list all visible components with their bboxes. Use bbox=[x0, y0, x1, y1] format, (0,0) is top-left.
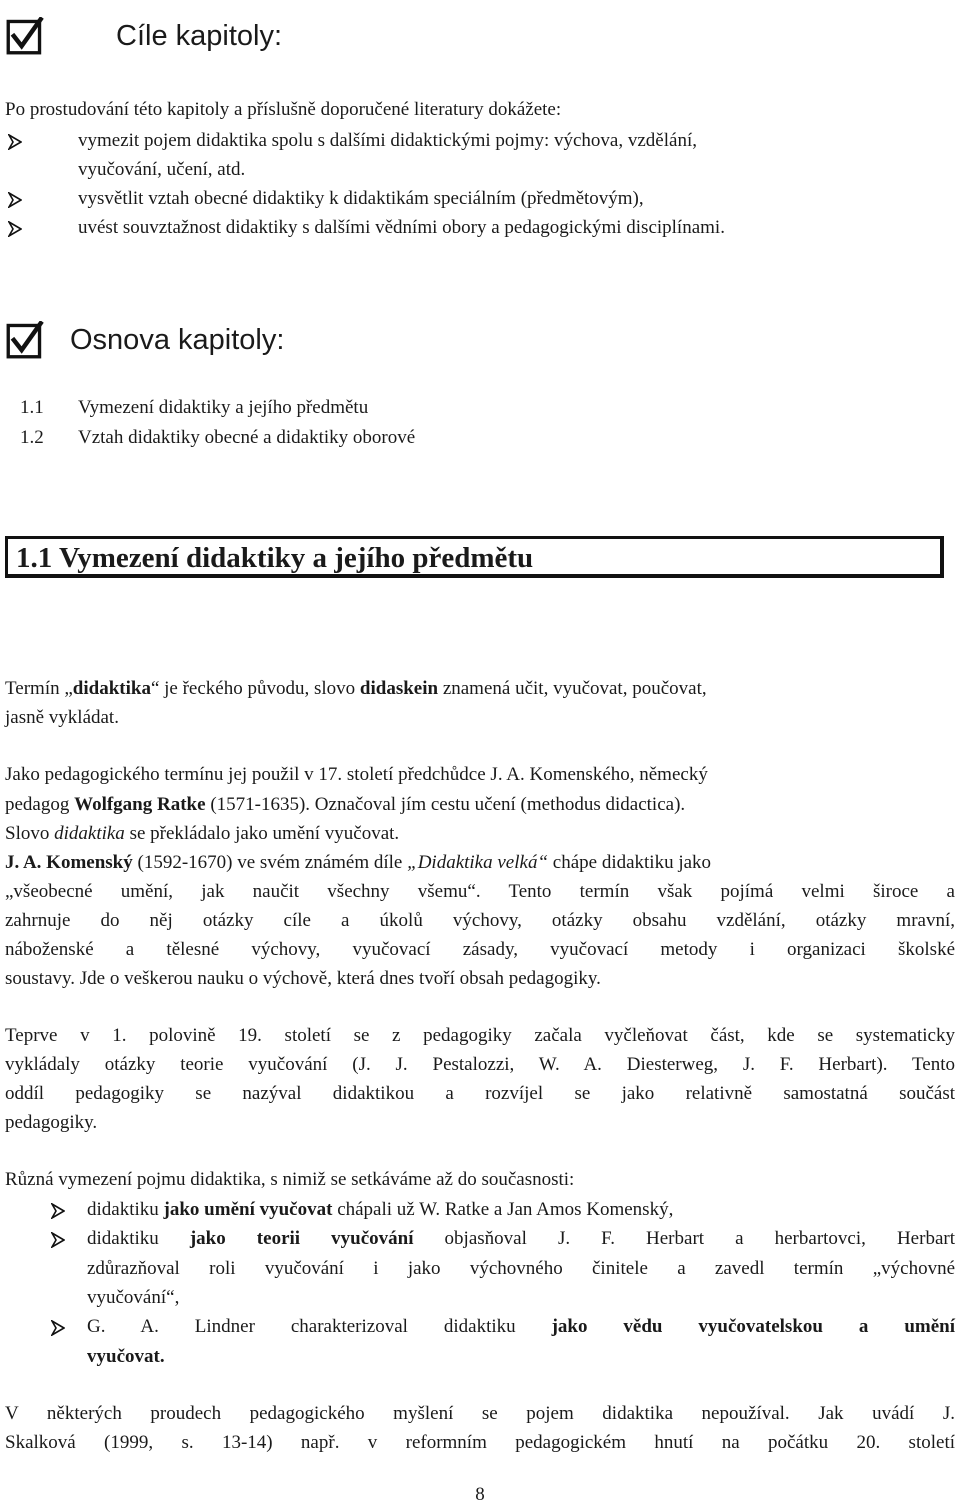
paragraph-6-line-2: Skalková (1999, s. 13-14) např. v reformním pedagogickém hnutí na počátku 20. století bbox=[5, 1432, 955, 1453]
goals-intro: Po prostudování této kapitoly a příslušně doporučené literatury dokážete: bbox=[5, 99, 562, 120]
goal-item-1-line-1: vymezit pojem didaktika spolu s dalšími didaktickými pojmy: výchova, vzdělání, bbox=[78, 130, 697, 151]
checked-box-icon bbox=[6, 17, 44, 55]
definition-bullet-2-line-1: didaktiku jako teorii vyučování objasňoval J. F. Herbart a herbartovci, Herbart bbox=[87, 1228, 955, 1249]
definition-bullet-3-line-1: G. A. Lindner charakterizoval didaktiku jako vědu vyučovatelskou a umění bbox=[87, 1316, 955, 1337]
outline-number: 1.2 bbox=[20, 427, 44, 448]
outline-number: 1.1 bbox=[20, 397, 44, 418]
goal-item-2: vysvětlit vztah obecné didaktiky k didaktikám speciálním (předmětovým), bbox=[78, 188, 644, 209]
arrow-bullet-icon bbox=[8, 221, 22, 237]
paragraph-5-intro: Různá vymezení pojmu didaktika, s nimiž se setkáváme až do současnosti: bbox=[5, 1169, 575, 1190]
arrow-bullet-icon bbox=[51, 1232, 65, 1248]
outline-title: Osnova kapitoly: bbox=[70, 324, 285, 356]
paragraph-1-line-1: Termín „didaktika“ je řeckého původu, slovo didaskein znamená učit, vyučovat, poučovat, bbox=[5, 678, 707, 699]
paragraph-4-line-1: Teprve v 1. polovině 19. století se z pedagogiky začala vyčleňovat část, kde se systematicky bbox=[5, 1025, 955, 1046]
paragraph-3-line-4: náboženské a tělesné výchovy, vyučovací zásady, vyučovací metody i organizaci školské bbox=[5, 939, 955, 960]
paragraph-2-line-2: pedagog Wolfgang Ratke (1571-1635). Označoval jím cestu učení (methodus didactica). bbox=[5, 794, 686, 815]
paragraph-4-line-3: oddíl pedagogiky se nazýval didaktikou a rozvíjel se jako relativně samostatná součást bbox=[5, 1083, 955, 1104]
outline-item: Vztah didaktiky obecné a didaktiky oborové bbox=[78, 427, 416, 448]
page-number: 8 bbox=[475, 1484, 485, 1505]
paragraph-4-line-2: vykládaly otázky teorie vyučování (J. J. Pestalozzi, W. A. Diesterweg, J. F. Herbart). Tento bbox=[5, 1054, 955, 1075]
paragraph-1-line-2: jasně vykládat. bbox=[5, 707, 119, 728]
definition-bullet-2-line-2: zdůrazňoval roli vyučování i jako výchovného činitele a zavedl termín „výchovné bbox=[87, 1258, 955, 1279]
paragraph-3-line-2: „všeobecné umění, jak naučit všechny všemu“. Tento termín však pojímá velmi široce a bbox=[5, 881, 955, 902]
arrow-bullet-icon bbox=[8, 192, 22, 208]
section-title: 1.1 Vymezení didaktiky a jejího předmětu bbox=[16, 542, 534, 574]
paragraph-2-line-3: Slovo didaktika se překládalo jako umění vyučovat. bbox=[5, 823, 400, 844]
paragraph-3-line-1: J. A. Komenský (1592-1670) ve svém známém díle „Didaktika velká“ chápe didaktiku jako bbox=[5, 852, 712, 873]
paragraph-4-line-4: pedagogiky. bbox=[5, 1112, 98, 1133]
paragraph-3-line-3: zahrnuje do něj otázky cíle a úkolů výchovy, otázky obsahu vzdělání, otázky mravní, bbox=[5, 910, 955, 931]
goals-heading bbox=[6, 16, 282, 56]
definition-bullet-1: didaktiku jako umění vyučovat chápali už W. Ratke a Jan Amos Komenský, bbox=[87, 1199, 674, 1220]
paragraph-6-line-1: V některých proudech pedagogického myšlení se pojem didaktika nepoužíval. Jak uvádí J. bbox=[5, 1403, 955, 1424]
goal-item-1-line-2: vyučování, učení, atd. bbox=[78, 159, 246, 180]
paragraph-2-line-1: Jako pedagogického termínu jej použil v 17. století předchůdce J. A. Komenského, německý bbox=[5, 764, 708, 785]
arrow-bullet-icon bbox=[51, 1320, 65, 1336]
outline-heading bbox=[6, 320, 284, 360]
arrow-bullet-icon bbox=[51, 1203, 65, 1219]
outline-item: Vymezení didaktiky a jejího předmětu bbox=[78, 397, 369, 418]
section-heading-box bbox=[5, 536, 944, 578]
goal-item-3: uvést souvztažnost didaktiky s dalšími vědními obory a pedagogickými disciplínami. bbox=[78, 217, 725, 238]
checked-box-icon bbox=[6, 321, 44, 359]
goals-title: Cíle kapitoly: bbox=[116, 20, 283, 52]
definition-bullet-3-line-2: vyučovat. bbox=[87, 1346, 165, 1367]
definition-bullet-2-line-3: vyučování“, bbox=[87, 1287, 180, 1308]
paragraph-3-line-5: soustavy. Jde o veškerou nauku o výchově, která dnes tvoří obsah pedagogiky. bbox=[5, 968, 601, 989]
arrow-bullet-icon bbox=[8, 134, 22, 150]
arrow-bullet-icon bbox=[8, 0, 22, 16]
